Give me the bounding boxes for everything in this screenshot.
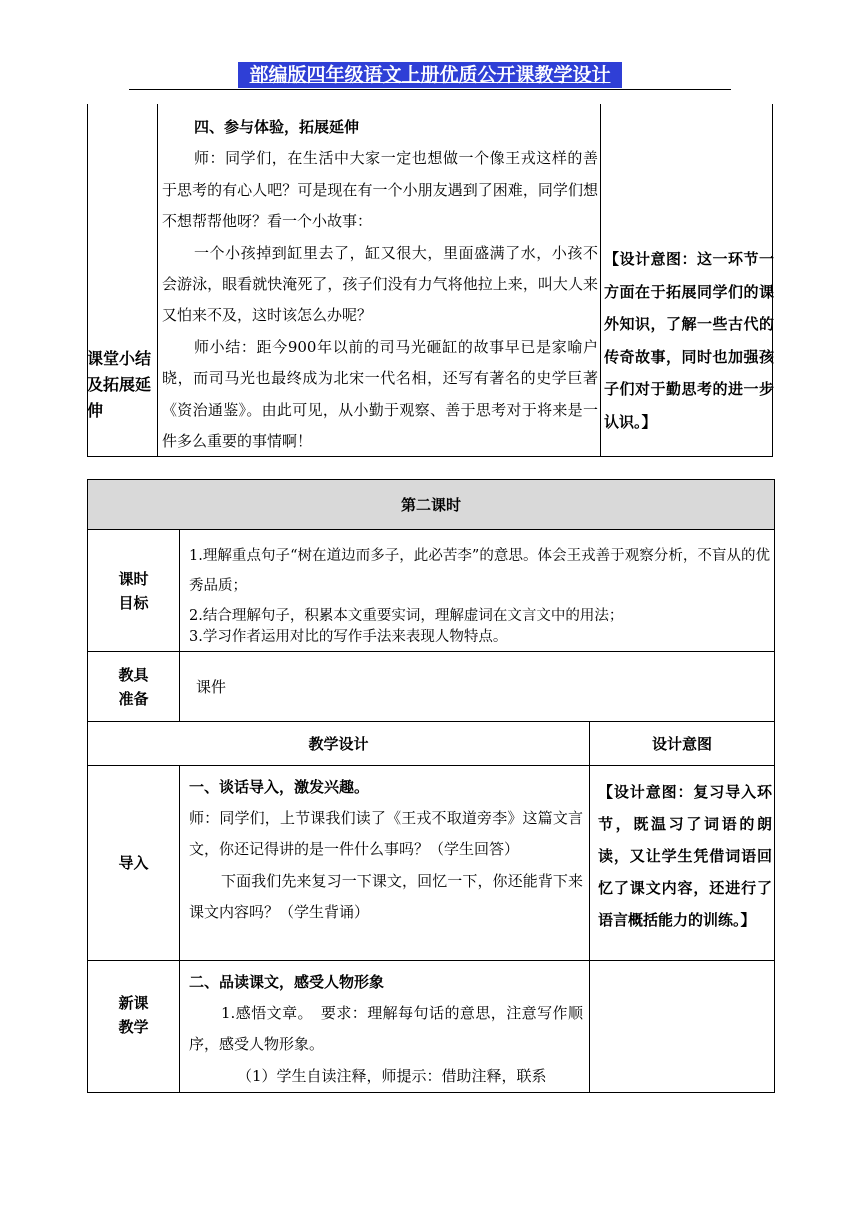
newlesson-label-line: 教学 <box>118 1018 149 1036</box>
tools-label <box>88 652 180 722</box>
paragraph: （1）学生自读注释，师提示：借助注释，联系 <box>237 1066 547 1085</box>
table-border <box>157 104 158 456</box>
goals-content <box>180 530 775 652</box>
tools-content: 课件 <box>180 652 775 722</box>
paragraph: 下面我们先来复习一下课文，回忆一下，你还能背下来课文内容吗？（学生背诵） <box>189 871 583 921</box>
paragraph: 师：同学们，在生活中大家一定也想做一个像王戎这样的善于思考的有心人吧？可是现在有一个小朋友遇到了困难，同学们想不想帮帮他呀？看一个小故事： <box>162 149 598 231</box>
design-intent: 【设计意图：这一环节一方面在于拓展同学们的课外知识，了解一些古代的传奇故事，同时也加强孩子们对于勤思考的进一步认识。】 <box>604 250 774 431</box>
newlesson-label-line: 新课 <box>118 994 149 1012</box>
section-label: 课堂小结及拓展延伸 <box>87 349 152 420</box>
section-content <box>162 112 598 457</box>
goal-item: 2.结合理解句子，积累本文重要实词，理解虚词在文言文中的用法； <box>189 607 624 624</box>
intro-content <box>180 766 590 961</box>
paragraph: 一个小孩掉到缸里去了，缸又很大，里面盛满了水，小孩不会游泳，眼看就快淹死了，孩子们没有力气将他拉上来，叫大人来又怕来不及，这时该怎么办呢？ <box>162 243 598 325</box>
lesson-title: 第二课时 <box>88 480 775 530</box>
column-header-intent: 设计意图 <box>590 722 775 766</box>
goals-label-line: 目标 <box>118 593 149 612</box>
goals-label-line: 课时 <box>118 569 149 588</box>
newlesson-label <box>88 961 180 1093</box>
lesson-two-table <box>87 479 775 1093</box>
goal-item: 1.理解重点句子“树在道边而多子，此必苦李”的意思。体会王戎善于观察分析，不盲从的优秀品质； <box>189 547 771 594</box>
newlesson-heading: 二、品读课文，感受人物形象 <box>189 973 385 991</box>
newlesson-intent <box>590 961 775 1093</box>
paragraph: 师小结：距今900年以前的司马光砸缸的故事早已是家喻户晓，而司马光也最终成为北宋一代名相，还写有著名的史学巨著《资治通鉴》。由此可见，从小勤于观察、善于思考对于将来是一件多么重要的事情啊！ <box>162 337 598 451</box>
goal-item: 3.学习作者运用对比的写作手法来表现人物特点。 <box>189 628 508 645</box>
paragraph: 师：同学们，上节课我们读了《王戎不取道旁李》这篇文言文，你还记得讲的是一件什么事吗？（学生回答） <box>189 809 583 859</box>
summary-extension-table <box>87 104 773 457</box>
section-heading: 四、参与体验，拓展延伸 <box>194 118 360 136</box>
table-border <box>600 104 601 456</box>
header-divider <box>129 89 731 90</box>
goals-label <box>88 530 180 652</box>
intro-intent: 【设计意图：复习导入环节，既温习了词语的朗读，又让学生凭借词语回忆了课文内容，还进行了语言概括能力的训练。】 <box>590 766 775 961</box>
column-header-design: 教学设计 <box>88 722 590 766</box>
paragraph: 1.感悟文章。 要求：理解每句话的意思，注意写作顺序，感受人物形象。 <box>189 1004 583 1054</box>
intro-heading: 一、谈话导入，激发兴趣。 <box>189 778 370 796</box>
intro-label: 导入 <box>88 766 180 961</box>
tools-label-line: 准备 <box>118 689 149 708</box>
newlesson-content <box>180 961 590 1093</box>
tools-label-line: 教具 <box>118 665 149 684</box>
document-header-title: 部编版四年级语文上册优质公开课教学设计 <box>238 62 622 88</box>
